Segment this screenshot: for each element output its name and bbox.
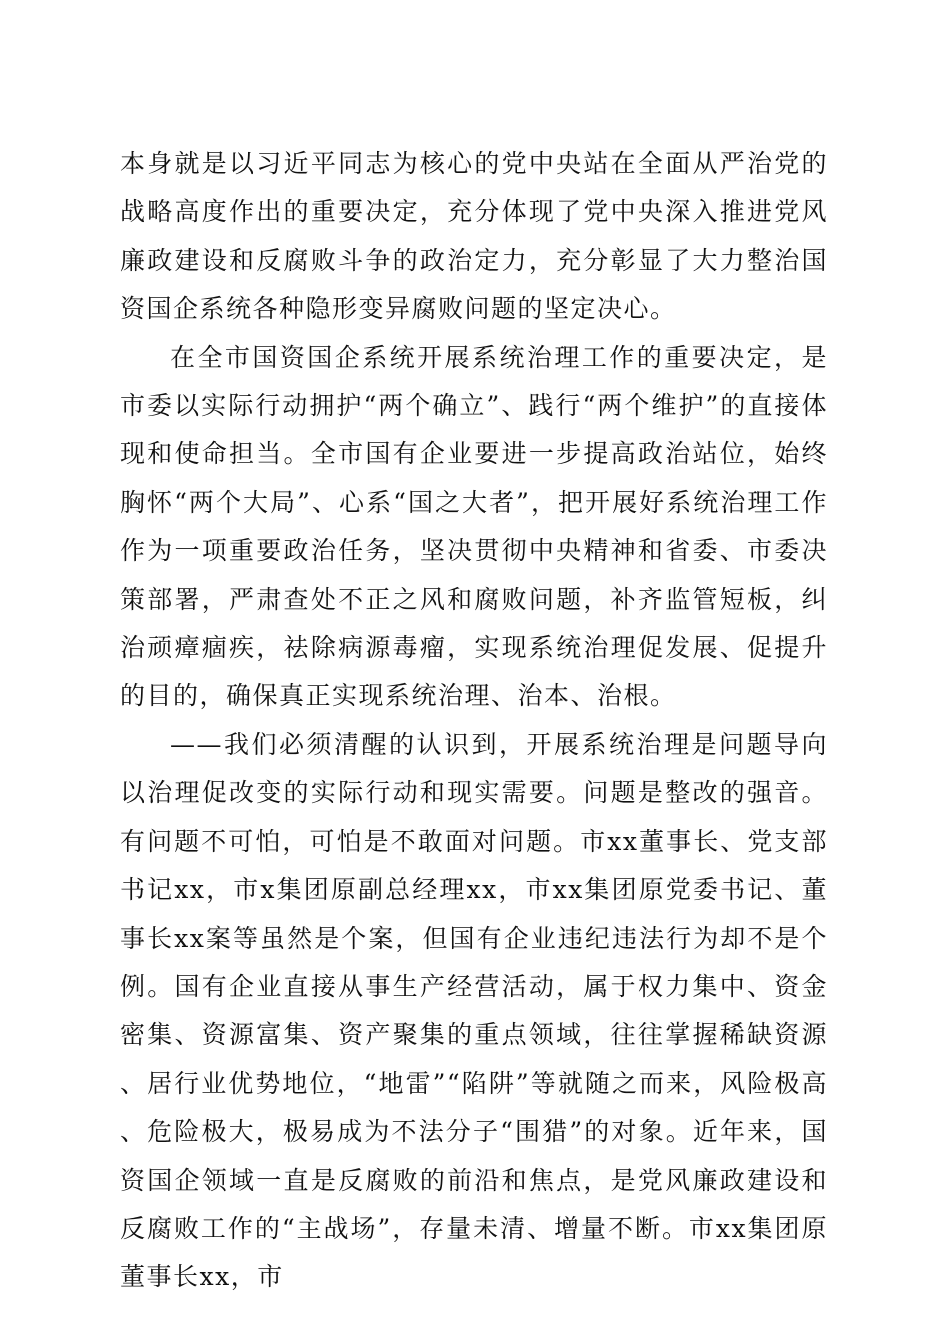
paragraph-1: 本身就是以习近平同志为核心的党中央站在全面从严治党的战略高度作出的重要决定，充分体现了党中央深入推进党风廉政建设和反腐败斗争的政治定力，充分彰显了大力整治国资国企系统各种隐形变异腐败问题的坚定决心。 [120, 149, 828, 324]
paragraph-2: 在全市国资国企系统开展系统治理工作的重要决定，是市委以实际行动拥护“两个确立”、践行“两个维护”的直接体现和使命担当。全市国有企业要进一步提高政治站位，始终胸怀“两个大局”、心系“国之大者”，把开展好系统治理工作作为一项重要政治任务，坚决贯彻中央精神和省委、市委决策部署，严肃查处不正之风和腐败问题，补齐监管短板，纠治顽瘴痼疾，祛除病源毒瘤，实现系统治理促发展、促提升的目的，确保真正实现系统治理、治本、治根。 [120, 342, 828, 711]
paragraph-3: ——我们必须清醒的认识到，开展系统治理是问题导向以治理促改变的实际行动和现实需要。问题是整改的强音。有问题不可怕，可怕是不敢面对问题。市xx董事长、党支部书记xx，市x集团原副总经理xx，市xx集团原党委书记、董事长xx案等虽然是个案，但国有企业违纪违法行为却不是个例。国有企业直接从事生产经营活动，属于权力集中、资金密集、资源富集、资产聚集的重点领域，往往掌握稀缺资源、居行业优势地位，“地雷”“陷阱”等就随之而来，风险极高、危险极大，极易成为不法分子“围猎”的对象。近年来，国资国企领域一直是反腐败的前沿和焦点，是党风廉政建设和反腐败工作的“主战场”，存量未清、增量不断。市xx集团原董事长xx，市 [120, 729, 828, 1292]
document-page [120, 140, 828, 1302]
